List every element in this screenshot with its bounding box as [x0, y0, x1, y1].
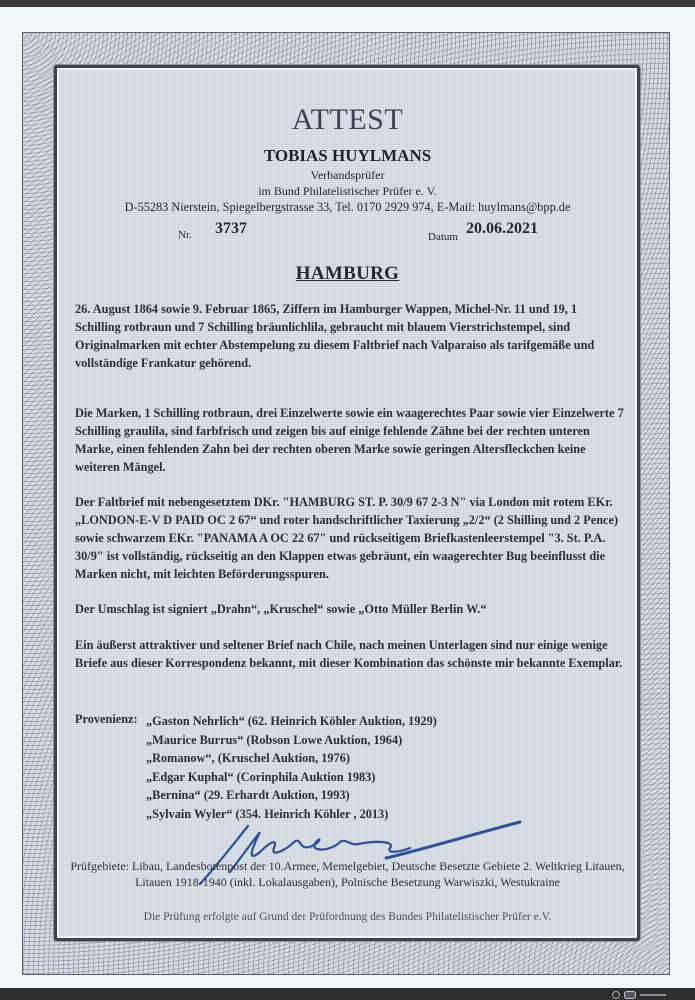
provenance-label: Provenienz:	[75, 712, 138, 726]
certificate-number: 3737	[215, 220, 247, 237]
certificate-title: ATTEST	[291, 103, 404, 136]
badge-icon	[624, 991, 636, 999]
number-label: Nr.	[178, 229, 192, 241]
circle-icon	[612, 991, 620, 999]
provenance-item: „Gaston Nehrlich“ (62. Heinrich Köhler Auktion, 1929)	[146, 714, 437, 728]
paragraph-signatures: Der Umschlag ist signiert „Drahn“, „Kruschel“ sowie „Otto Müller Berlin W.“	[75, 602, 487, 616]
date-label: Datum	[428, 231, 458, 243]
paragraph-cover: Der Faltbrief mit nebengesetztem DKr. "HAMBURG ST. P. 30/9 67 2-3 N" via London mit rotem EKr. „LONDON-E-V D PAID OC 2 67“ und roter handschriftlicher Taxierung „2/2“ (2 Shilling und 2 Pence) sowie schwarzem EKr. "PANAMA A OC 22 67" und rückseitigem Briefkastenleerstempel "3. St. P.A. 30/9" ist vollständig, rückseitig an den Klappen etwas gebräunt, ein waagerechter Bug beeinflusst die Marken nicht, mit leichten Beförderungsspuren.	[75, 495, 619, 581]
subject-heading: HAMBURG	[295, 263, 400, 284]
watermark-text-icon	[640, 994, 666, 996]
provenance-item: „Maurice Burrus“ (Robson Lowe Auktion, 1964)	[146, 732, 403, 747]
certificate-date: 20.06.2021	[466, 220, 538, 237]
examiner-role: Verbandsprüfer	[310, 168, 385, 182]
paragraph-condition: Die Marken, 1 Schilling rotbraun, drei Einzelwerte sowie ein waagerechtes Paar sowie vier Einzelwerte 7 Schilling graulila, sind farbfrisch und zeigen bis auf einige fehlende Zähne bei der rechten unteren Marke, einen fehlenden Zahn bei der rechten oberen Marke sowie geringen Altersfleckchen keine weiteren Mängel.	[75, 406, 624, 474]
paragraph-rarity: Ein äußerst attraktiver und seltener Brief nach Chile, nach meinen Unterlagen sind nur einige wenige Briefe aus dieser Korrespondenz bekannt, mit dieser Kombination das schönste mir bekannte Exemplar.	[75, 638, 623, 670]
provenance-item: „Edgar Kuphal“ (Corinphila Auktion 1983)	[146, 769, 376, 784]
examiner-address: D-55283 Nierstein, Spiegelbergstrasse 33, Tel. 0170 2929 974, E-Mail: huylmans@bpp.de	[124, 200, 571, 214]
association-name: im Bund Philatelistischer Prüfer e. V.	[258, 184, 437, 198]
examination-areas: Prüfgebiete: Libau, Landesbotenpost der 10.Armee, Memelgebiet, Deutsche Besetzte Gebiete 2. Weltkrieg Litauen, Litauen 1918-1940 (inkl. Lokalausgaben), Polnische Besetzung Warwiszki, Westukraine	[70, 859, 625, 889]
provenance-list	[146, 712, 437, 823]
examiner-name: TOBIAS HUYLMANS	[263, 146, 432, 165]
provenance-item: „Sylvain Wyler“ (354. Heinrich Köhler , 2013)	[146, 806, 389, 821]
window-bottom-bar	[0, 988, 695, 1000]
signature-underline	[386, 822, 520, 858]
provenance-item: „Bernina“ (29. Erhardt Auktion, 1993)	[146, 788, 350, 802]
provenance-item: „Romanow“, (Kruschel Auktion, 1976)	[146, 751, 350, 765]
regulation-note: Die Prüfung erfolgte auf Grund der Prüfordnung des Bundes Philatelistischer Prüfer e.V.	[143, 911, 552, 923]
paragraph-description: 26. August 1864 sowie 9. Februar 1865, Ziffern im Hamburger Wappen, Michel-Nr. 11 und 19, 1 Schilling rotbraun und 7 Schilling bräunlichlila, gebraucht mit blauem Vierstrichstempel, sind Originalmarken mit echter Abstempelung zu diesem Faltbrief nach Valparaiso als tarifgemäße und vollständige Frankatur gehörend.	[75, 302, 595, 370]
bottom-status-icons	[612, 990, 666, 1000]
